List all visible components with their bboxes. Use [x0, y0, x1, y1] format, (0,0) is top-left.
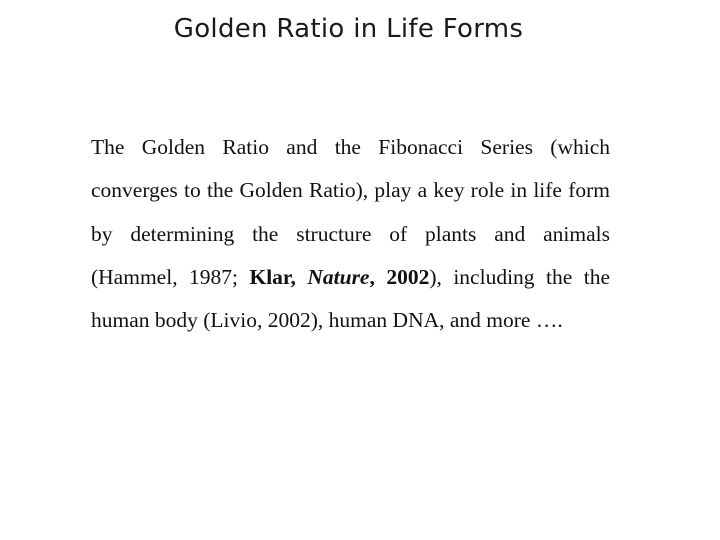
body-paragraph [91, 126, 610, 342]
paragraph-text-after: ), including the the human body (Livio, 2002), human DNA, and more …. [91, 264, 611, 333]
paragraph-text-before: The Golden Ratio and the Fibonacci Series (which converges to the Golden Ratio), play a key role in life form by determining the structure of plants and animals (Hammel, 1987; [91, 135, 610, 289]
slide-title: Golden Ratio in Life Forms [173, 14, 524, 44]
citation-separator: , [369, 264, 375, 289]
citation-author: Klar, [249, 264, 296, 289]
citation-journal: Nature [307, 264, 370, 289]
citation-year: 2002 [386, 264, 430, 289]
